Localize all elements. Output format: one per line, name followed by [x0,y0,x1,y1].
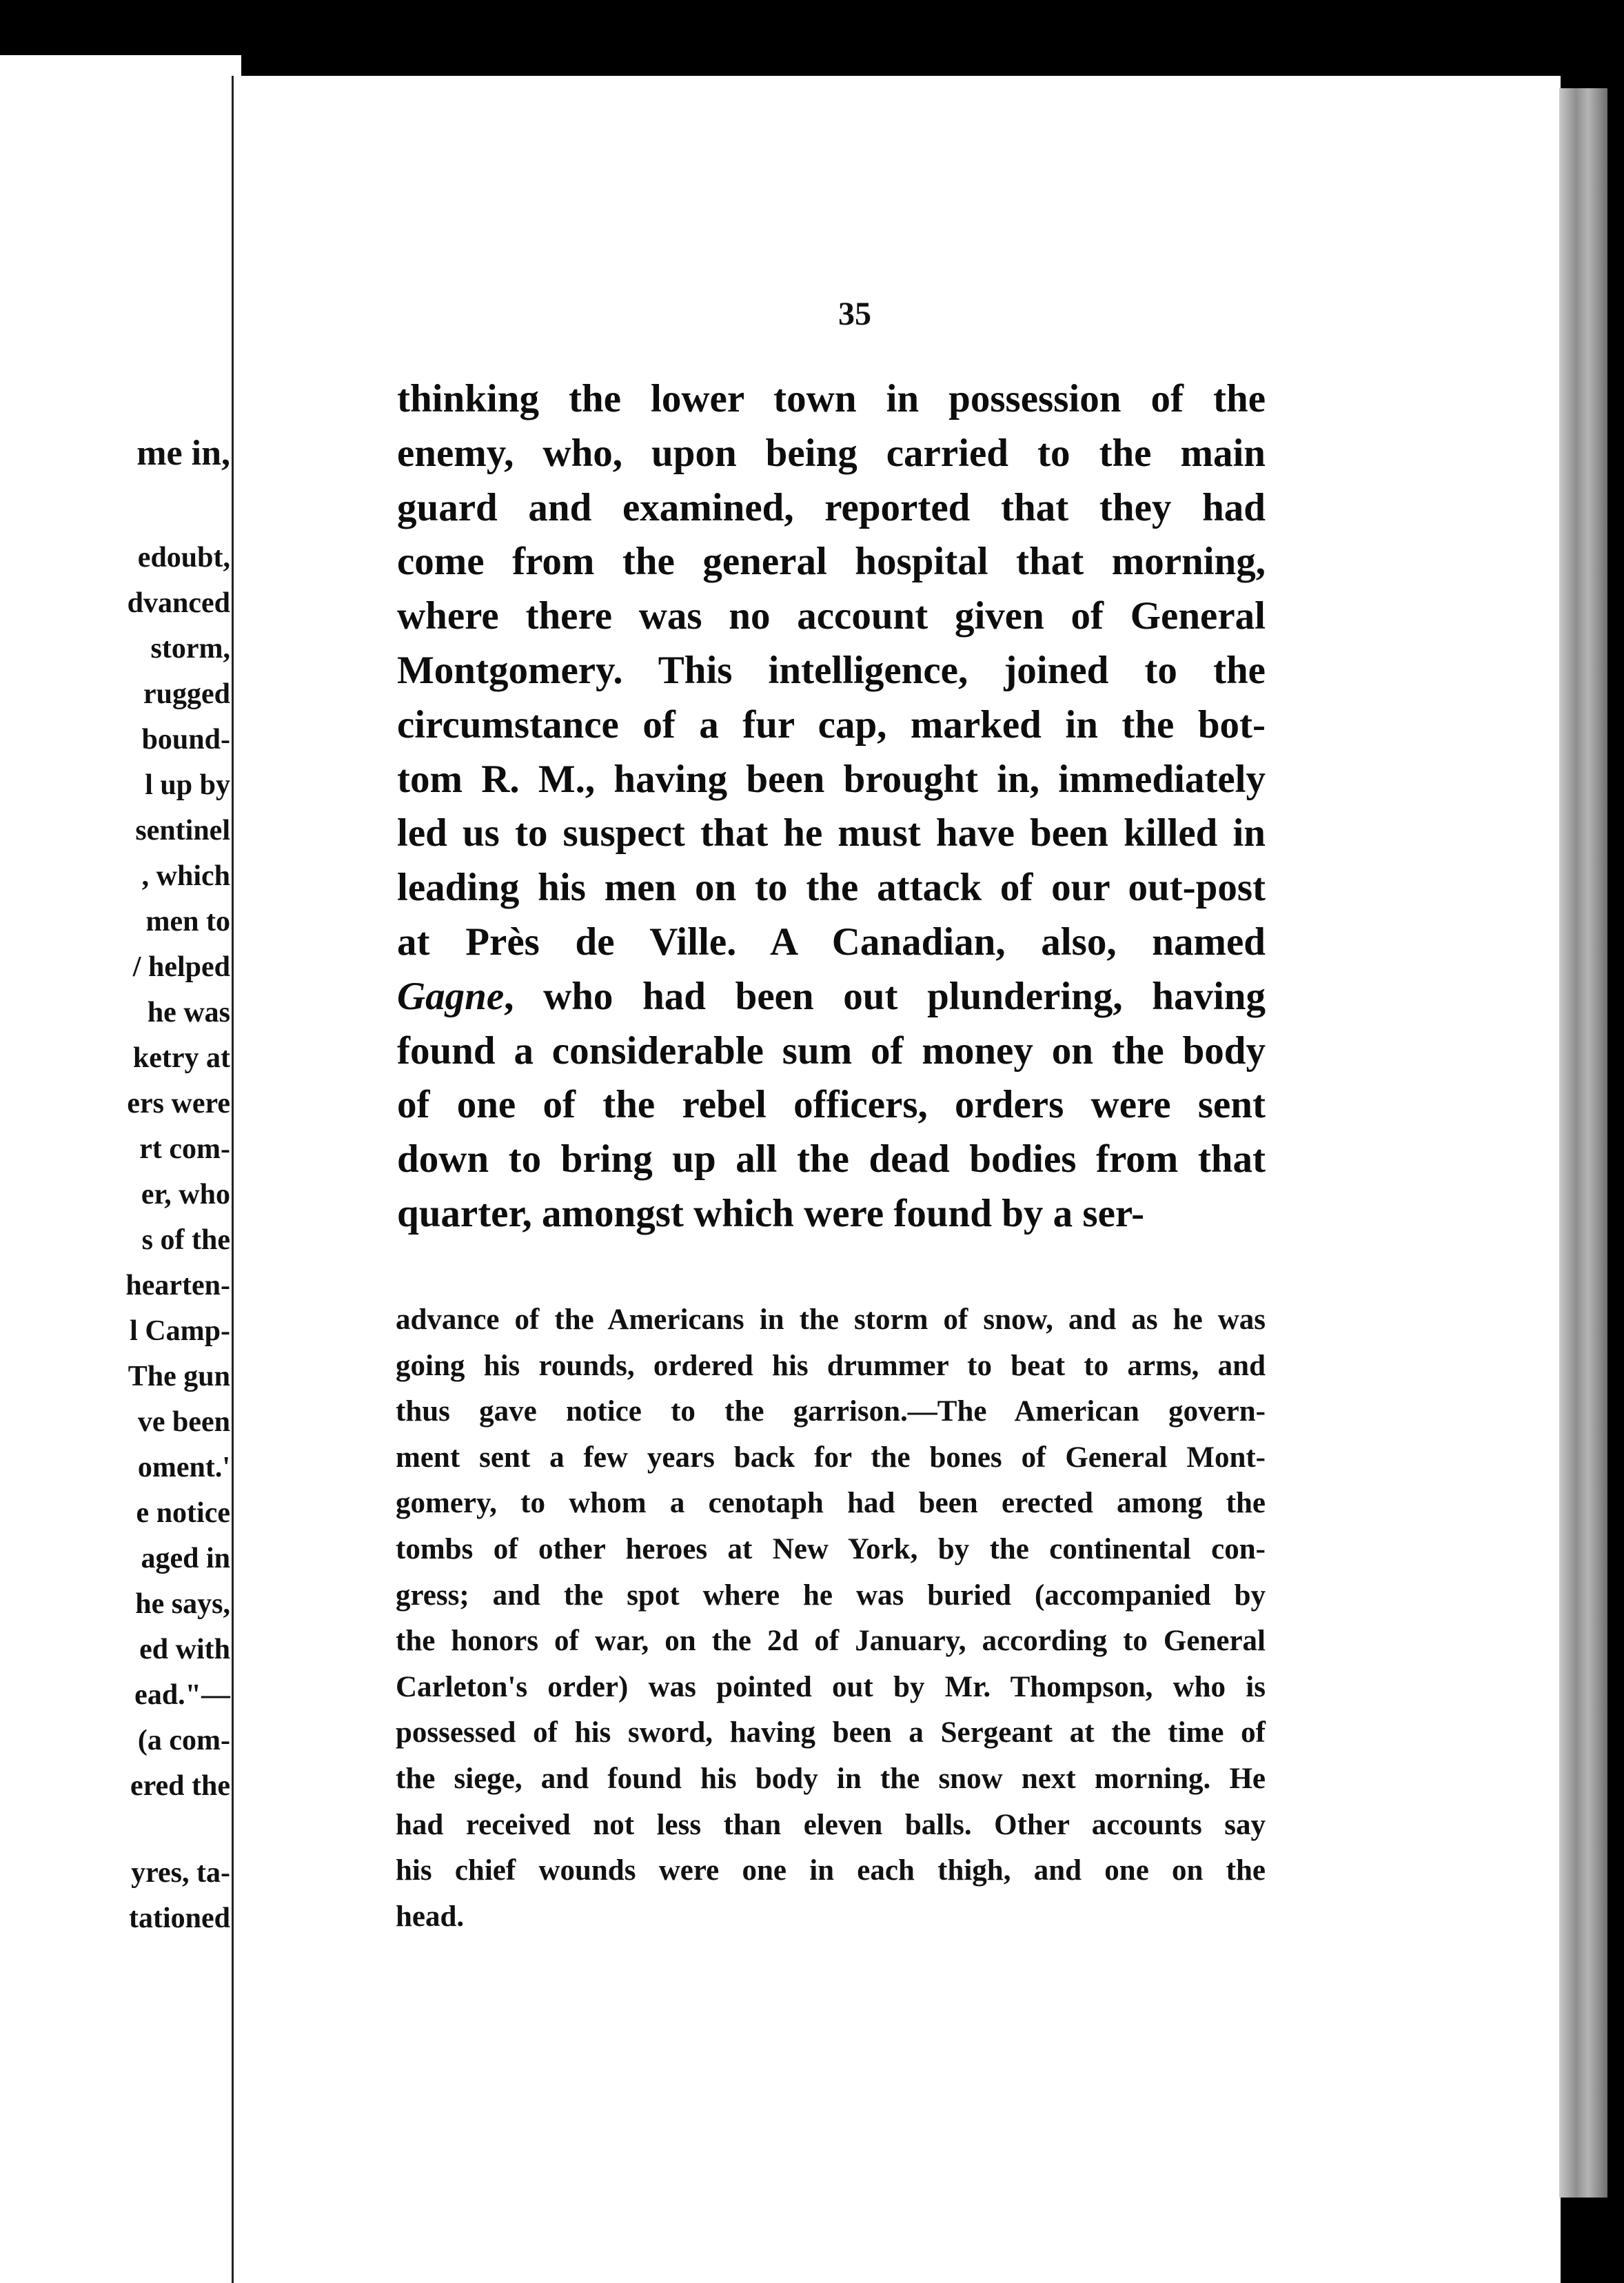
left-page-line: storm, [150,633,230,664]
left-page-heading-fragment: me in, [136,434,230,473]
left-page-line: e notice [136,1497,230,1529]
body-line: of one of the rebel officers, orders were sent [397,1083,1266,1127]
body-line: found a considerable sum of money on the body [397,1028,1266,1073]
footnote [396,1297,1266,1940]
left-page-line: bound- [141,724,230,755]
left-page-line: edoubt, [137,542,230,574]
left-page-line: ve been [137,1406,230,1438]
left-page-text [125,431,230,1941]
body-line: enemy, who, upon being carried to the main [397,431,1266,475]
left-page-line: he was [147,997,230,1028]
footnote-line: head. [396,1900,465,1933]
left-page-line: ered the [130,1770,230,1802]
body-line: quarter, amongst which were found by a ser- [397,1191,1145,1235]
body-line: leading his men on to the attack of our out-post [397,866,1266,910]
body-line: Montgomery. This intelligence, joined to the [397,648,1266,692]
page-number: 35 [838,296,871,332]
book-gutter [232,76,278,2283]
left-page-line: ers were [127,1088,230,1119]
footnote-line: possessed of his sword, having been a Sergeant at the time of [396,1716,1266,1749]
left-page-line: / helped [132,951,230,983]
body-line: guard and examined, reported that they had [397,485,1266,529]
footnote-line: advance of the Americans in the storm of snow, and as he was [396,1303,1266,1336]
body-line: Gagne, who had been out plundering, having [397,974,1266,1018]
footnote-line: going his rounds, ordered his drummer to beat to arms, and [396,1349,1266,1382]
footnote-line: ment sent a few years back for the bones of General Mont- [396,1441,1266,1474]
left-page-line: The gun [128,1361,230,1392]
left-page-line: rugged [143,678,230,710]
left-page-line: men to [145,906,230,937]
body-line: down to bring up all the dead bodies from that [397,1137,1266,1181]
left-page-line: tationed [129,1902,230,1934]
left-page-line: , which [141,860,230,892]
body-line: led us to suspect that he must have been killed in [397,811,1266,855]
left-page-line: hearten- [125,1270,230,1301]
body-line: at Près de Ville. A Canadian, also, named [397,920,1266,964]
left-page-line: er, who [141,1179,230,1210]
left-page-line: dvanced [127,587,230,619]
body-text [397,372,1266,1241]
footnote-line: tombs of other heroes at New York, by the continental con- [396,1532,1266,1565]
left-page-line: l up by [145,769,230,801]
left-page-line: l Camp- [130,1315,230,1347]
body-line: where there was no account given of General [397,594,1266,638]
left-page-line: ed with [139,1634,230,1665]
body-line: circumstance of a fur cap, marked in the bot- [397,702,1266,747]
italic-name: Gagne [397,974,505,1018]
left-page [0,55,241,2283]
left-page-line: s of the [141,1224,230,1256]
footnote-line: had received not less than eleven balls. Other accounts say [396,1808,1266,1841]
page-edge [1559,88,1607,2198]
body-line: tom R. M., having been brought in, immediately [397,757,1266,801]
left-page-line: he says, [135,1588,230,1620]
footnote-line: gress; and the spot where he was buried (accompanied by [396,1579,1266,1612]
left-page-line: ead."— [134,1679,230,1711]
left-page-line: oment.' [137,1452,230,1483]
footnote-line: gomery, to whom a cenotaph had been erected among the [396,1487,1266,1520]
body-line: come from the general hospital that morning, [397,540,1266,584]
footnote-line: thus gave notice to the garrison.—The American govern- [396,1395,1266,1428]
footnote-line: his chief wounds were one in each thigh, and one on the [396,1854,1266,1887]
footnote-line: Carleton's order) was pointed out by Mr. Thompson, who is [396,1670,1266,1703]
left-page-line: (a com- [137,1725,230,1756]
left-page-line: rt com- [139,1133,230,1165]
footnote-line: the siege, and found his body in the snow next morning. He [396,1762,1266,1795]
left-page-line: yres, ta- [131,1857,230,1889]
footnote-line: the honors of war, on the 2d of January, according to General [396,1625,1266,1658]
left-page-line: ketry at [132,1042,230,1074]
body-line: thinking the lower town in possession of the [397,377,1266,420]
left-page-line: aged in [141,1543,230,1574]
left-page-line: sentinel [135,815,230,846]
